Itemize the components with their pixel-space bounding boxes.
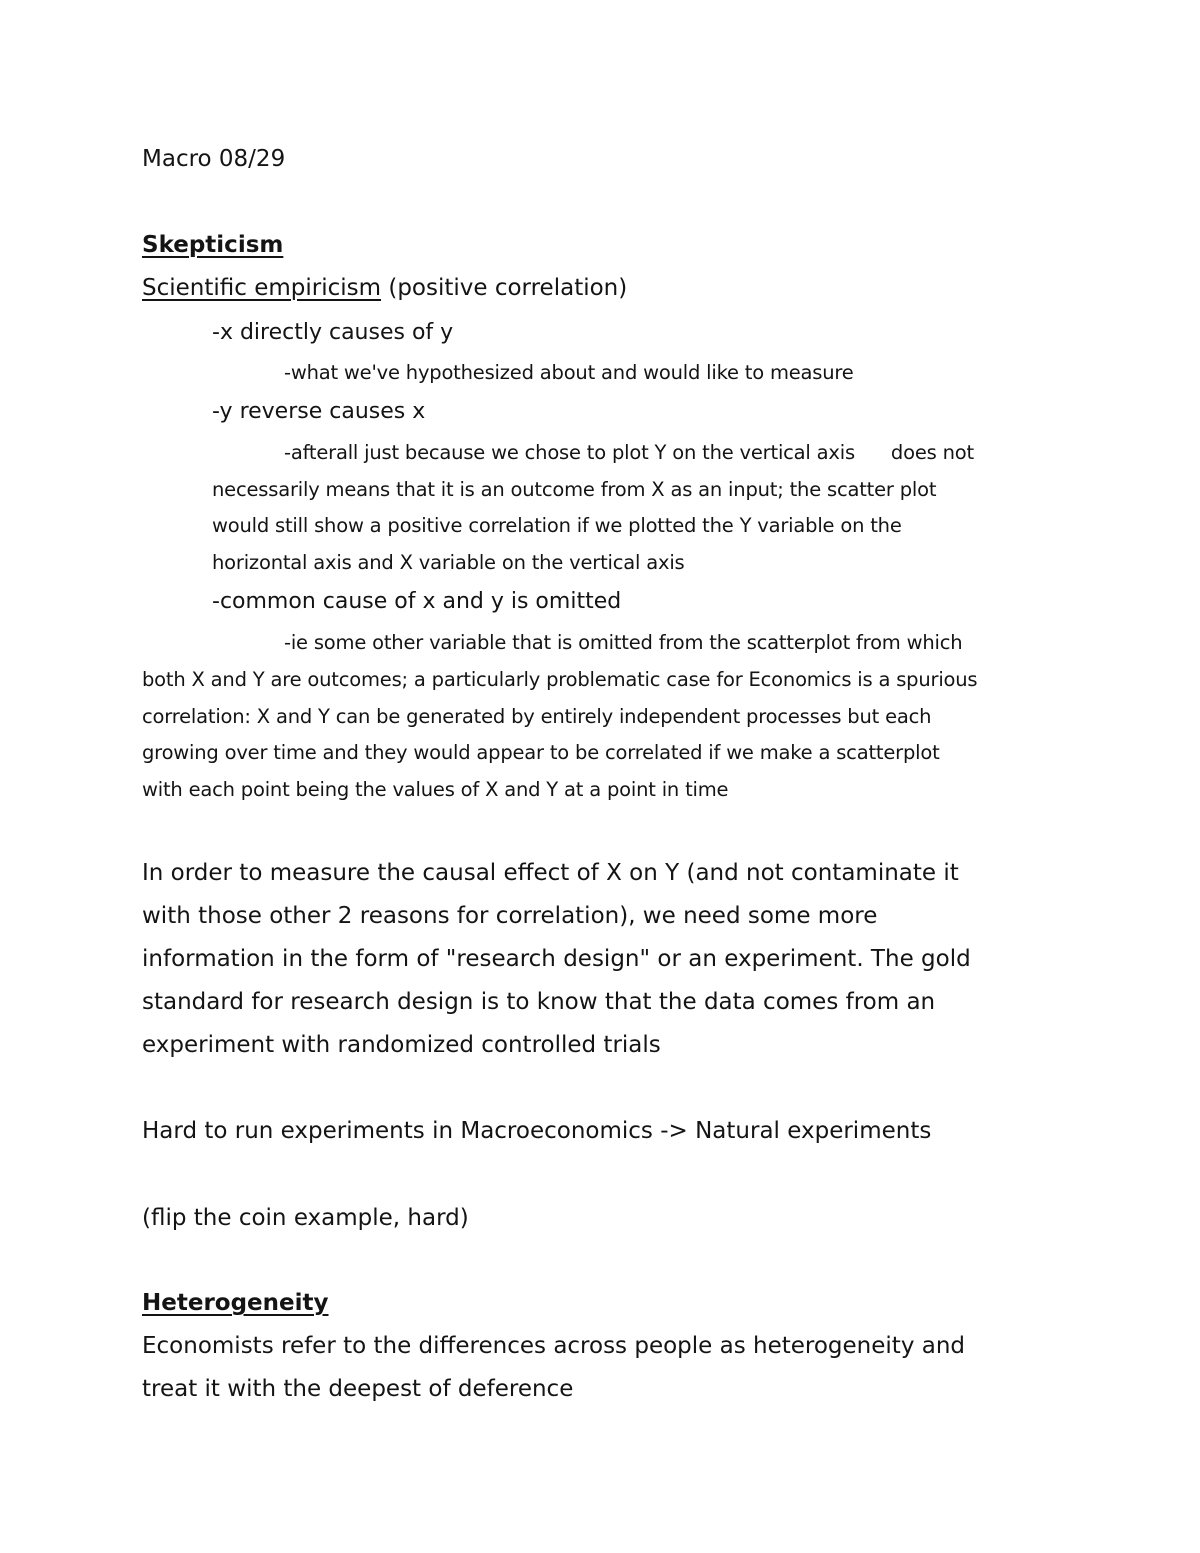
causal-paragraph-line: standard for research design is to know that the data comes from an [142,989,936,1015]
causal-paragraph-line: In order to measure the causal effect of X on Y (and not contaminate it [142,860,959,886]
subheading-scientific-empiricism [142,275,627,301]
point-direct-cause-detail: -what we've hypothesized about and would like to measure [284,361,854,384]
section-heading-skepticism: Skepticism [142,232,284,258]
reverse-cause-detail-line: horizontal axis and X variable on the vertical axis [212,551,685,574]
natural-experiments-line: Hard to run experiments in Macroeconomics -> Natural experiments [142,1118,932,1144]
common-cause-detail-line: both X and Y are outcomes; a particularly problematic case for Economics is a spurious [142,668,978,691]
reverse-cause-detail-line: -afterall just because we chose to plot Y on the vertical axis does not [284,441,974,464]
point-reverse-cause: -y reverse causes x [212,399,426,424]
subheading-rest-text: (positive correlation) [381,275,628,301]
reverse-cause-detail-line: would still show a positive correlation if we plotted the Y variable on the [212,514,902,537]
common-cause-detail-line: -ie some other variable that is omitted from the scatterplot from which [284,631,963,654]
causal-paragraph-line: with those other 2 reasons for correlation), we need some more [142,903,878,929]
causal-paragraph-line: experiment with randomized controlled trials [142,1032,661,1058]
note-title: Macro 08/29 [142,146,286,172]
heterogeneity-text-line: Economists refer to the differences across people as heterogeneity and [142,1333,966,1359]
causal-paragraph-line: information in the form of "research design" or an experiment. The gold [142,946,971,972]
common-cause-detail-line: growing over time and they would appear to be correlated if we make a scatterplot [142,741,940,764]
point-common-cause: -common cause of x and y is omitted [212,589,622,614]
coin-example-line: (flip the coin example, hard) [142,1205,469,1231]
point-direct-cause: -x directly causes of y [212,320,454,345]
section-heading-heterogeneity: Heterogeneity [142,1290,329,1316]
common-cause-detail-line: with each point being the values of X and Y at a point in time [142,778,729,801]
subheading-underlined-text: Scientific empiricism [142,275,382,301]
heterogeneity-text-line: treat it with the deepest of deference [142,1376,574,1402]
common-cause-detail-line: correlation: X and Y can be generated by entirely independent processes but each [142,705,932,728]
reverse-cause-detail-line: necessarily means that it is an outcome from X as an input; the scatter plot [212,478,937,501]
